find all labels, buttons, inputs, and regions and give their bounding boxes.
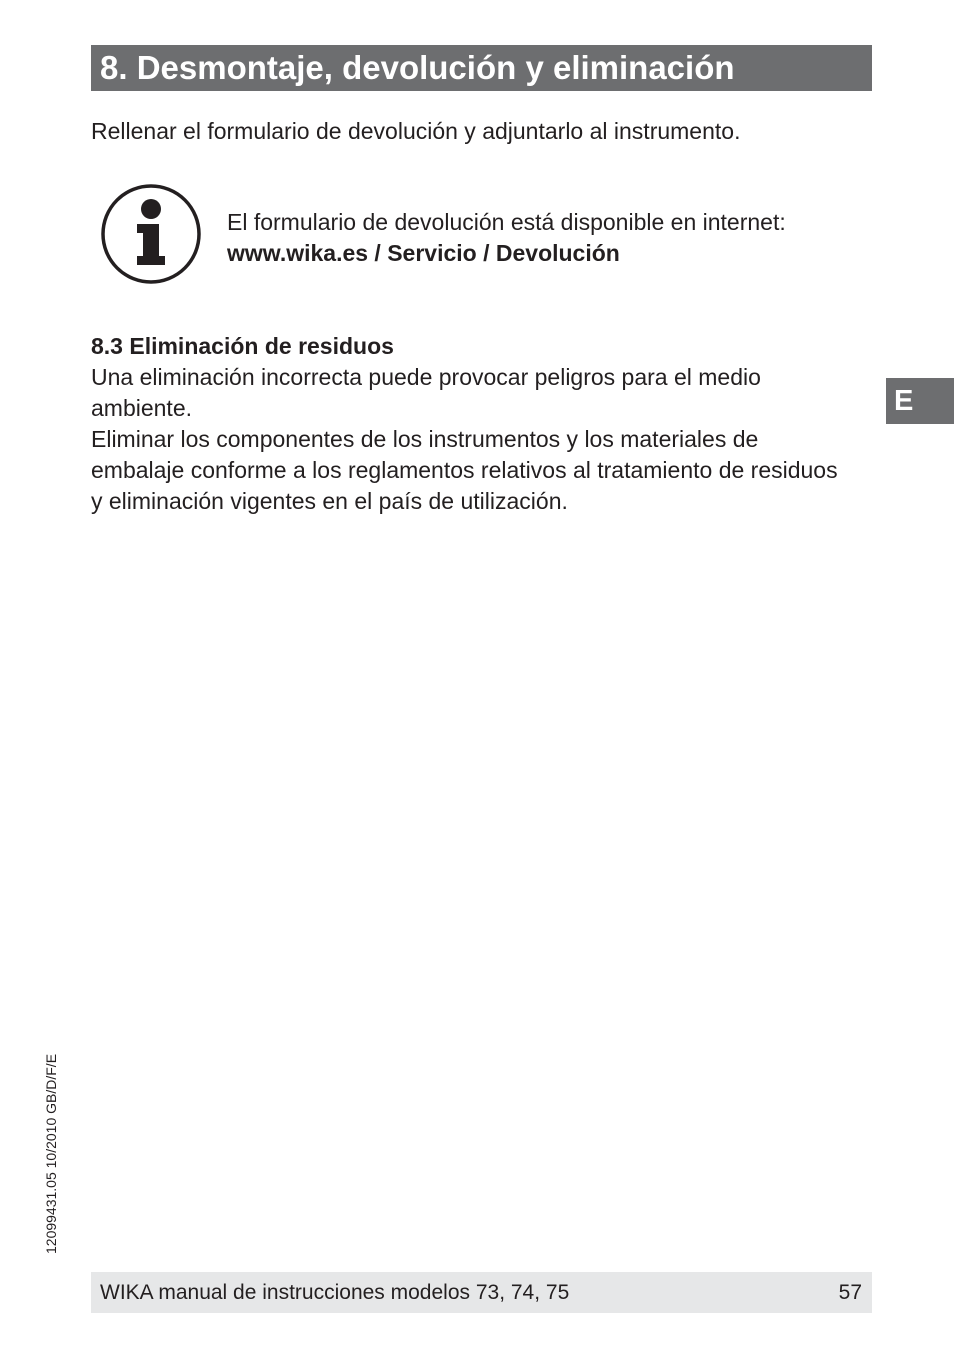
waste-disposal-section [91, 331, 851, 517]
section-title: 8. Desmontaje, devolución y eliminación [100, 49, 735, 86]
document-code: 12099431.05 10/2010 GB/D/F/E [43, 1053, 59, 1254]
page-number: 57 [838, 1280, 862, 1304]
intro-text: Rellenar el formulario de devolución y adjuntarlo al instrumento. [91, 118, 741, 144]
language-tab: E [886, 378, 954, 424]
info-note [227, 207, 867, 269]
page-footer [91, 1272, 872, 1313]
subsection-title: 8.3 Eliminación de residuos [91, 333, 394, 359]
subsection-paragraph: Una eliminación incorrecta puede provocar peligros para el medio ambiente. [91, 364, 761, 421]
footer-title: WIKA manual de instrucciones modelos 73, 74, 75 [100, 1280, 570, 1304]
info-icon [99, 182, 203, 286]
info-note-text: El formulario de devolución está disponible en internet: [227, 209, 786, 235]
return-form-link[interactable]: www.wika.es / Servicio / Devolución [227, 240, 620, 266]
section-header [91, 45, 872, 91]
subsection-paragraph: Eliminar los componentes de los instrumentos y los materiales de embalaje conforme a los reglamentos relativos al tratamiento de residuos y eliminación vigentes en el país de utilización. [91, 426, 838, 514]
